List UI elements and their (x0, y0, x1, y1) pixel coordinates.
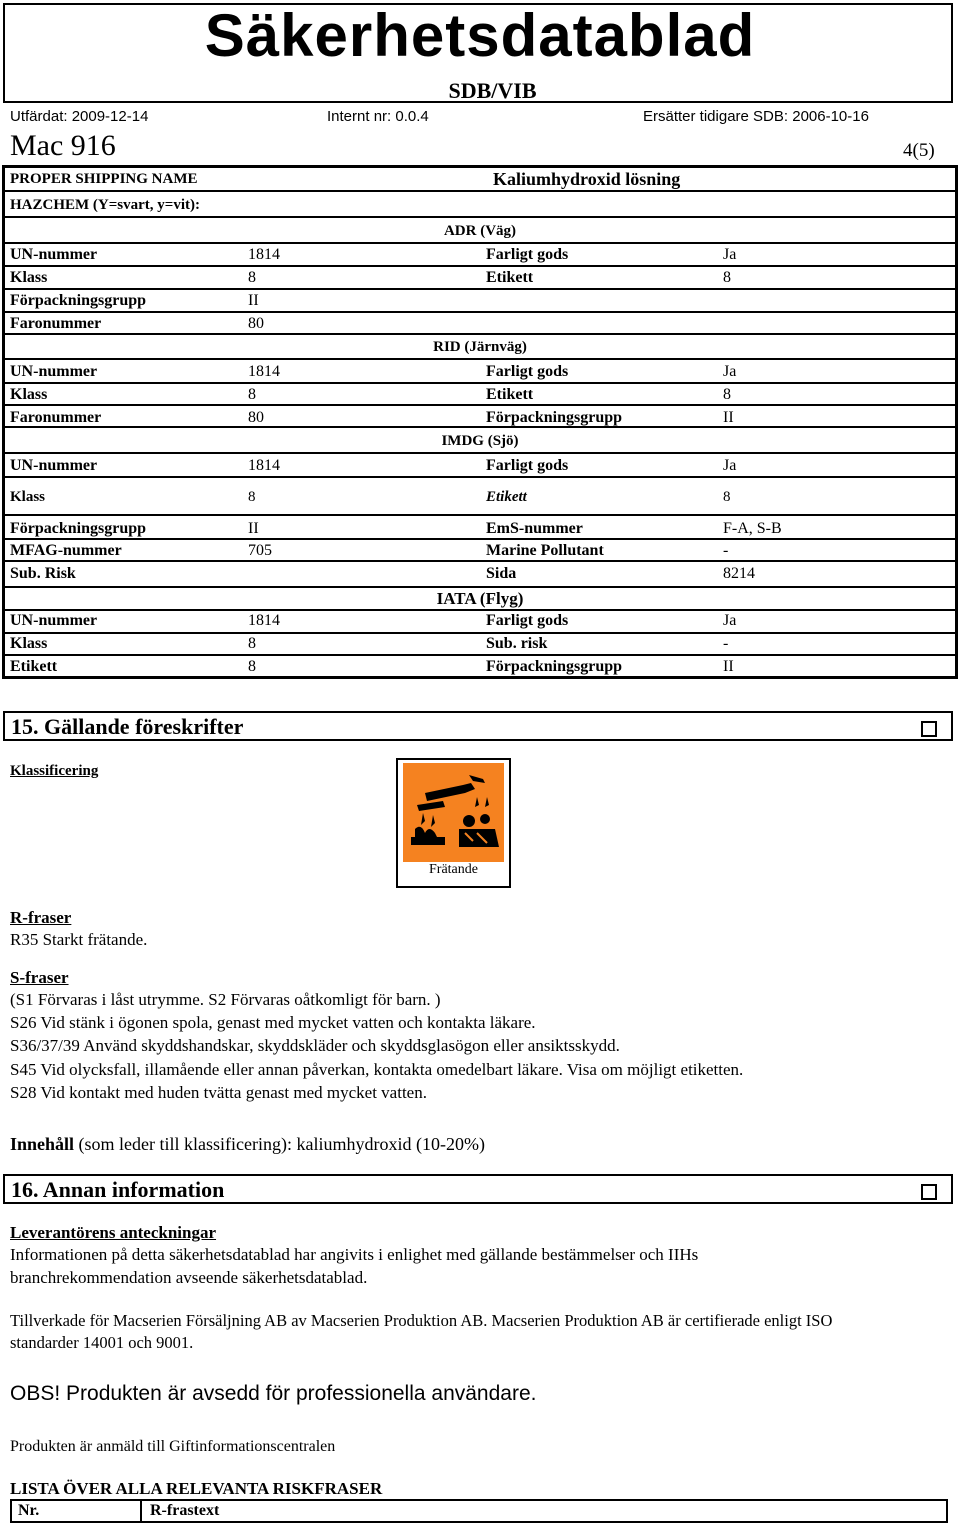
row-value: 1814 (248, 612, 280, 629)
row-value-2: - (723, 542, 729, 559)
pictogram-label: Frätande (429, 862, 478, 877)
row-value: 8 (248, 489, 256, 505)
checkbox-icon[interactable] (921, 1184, 937, 1200)
row-value-2: II (723, 658, 734, 675)
section-15-title: 15. Gällande föreskrifter (11, 714, 244, 739)
s-phrase-line: S26 Vid stänk i ögonen spola, genast med mycket vatten och kontakta läkare. (10, 1013, 536, 1033)
adr-title: ADR (Väg) (443, 223, 517, 239)
row-label-2: Förpackningsgrupp (486, 658, 623, 675)
row-label-2: Farligt gods (486, 612, 569, 629)
row-value: 1814 (248, 363, 280, 380)
row-label: UN-nummer (10, 363, 98, 380)
classification-label: Klassificering (10, 763, 99, 779)
row-label: Förpackningsgrupp (10, 520, 147, 537)
hazchem-label: HAZCHEM (Y=svart, y=vit): (10, 197, 200, 213)
row-label: UN-nummer (10, 457, 98, 474)
rid-title: RID (Järnväg) (433, 339, 527, 355)
checkbox-icon[interactable] (921, 721, 937, 737)
row-value-2: - (723, 635, 729, 652)
row-value-2: 8 (723, 269, 731, 286)
row-value-2: F-A, S-B (723, 520, 782, 537)
row-label: MFAG-nummer (10, 542, 122, 559)
row-label: Faronummer (10, 315, 102, 332)
corrosive-pictogram-frame (396, 758, 511, 888)
section-16-title: 16. Annan information (11, 1177, 225, 1202)
row-value-2: Ja (723, 457, 737, 474)
row-value: 80 (248, 409, 264, 426)
replaces-date: Ersätter tidigare SDB: 2006-10-16 (643, 108, 869, 125)
row-value-2: 8 (723, 489, 731, 505)
s-phrase-line: S28 Vid kontakt med huden tvätta genast med mycket vatten. (10, 1082, 427, 1102)
row-value-2: Ja (723, 612, 737, 629)
r-phrase-text: R35 Starkt frätande. (10, 930, 148, 949)
row-label-2: EmS-nummer (486, 520, 583, 537)
row-label: Klass (10, 635, 48, 652)
row-label-2: Farligt gods (486, 363, 569, 380)
row-label: Klass (10, 269, 48, 286)
s-phrases-label: S-fraser (10, 968, 69, 987)
transport-table-frame (2, 165, 958, 679)
col-r-text: R-frastext (150, 1502, 220, 1519)
row-label-2: Sida (486, 565, 517, 582)
supplier-notes-label: Leverantörens anteckningar (10, 1223, 217, 1242)
row-label: Sub. Risk (10, 565, 76, 582)
row-label-2: Farligt gods (486, 246, 569, 263)
row-value: 1814 (248, 457, 280, 474)
s-phrase-line: (S1 Förvaras i låst utrymme. S2 Förvaras oåtkomligt för barn. ) (10, 990, 441, 1009)
content-label: Innehåll (10, 1134, 75, 1154)
supplier-note-line-2: branchrekommendation avseende säkerhetsdatablad. (10, 1268, 368, 1287)
s-phrase-line: S36/37/39 Använd skyddshandskar, skyddskläder och skyddsglasögon eller ansiktsskydd. (10, 1036, 620, 1056)
iata-title: IATA (Flyg) (436, 589, 524, 608)
row-value: 8 (248, 635, 256, 652)
row-label: Klass (10, 489, 46, 505)
manufacturer-line-2: standarder 14001 och 9001. (10, 1333, 194, 1352)
row-label-2: Etikett (486, 386, 534, 403)
row-label-2: Marine Pollutant (486, 542, 604, 559)
row-value-2: 8214 (723, 565, 755, 582)
s-phrase-line: S45 Vid olycksfall, illamående eller annan påverkan, kontakta omedelbart läkare. Visa om möjligt etiketten. (10, 1059, 744, 1079)
psn-value: Kaliumhydroxid lösning (493, 169, 681, 189)
row-value: 8 (248, 386, 256, 403)
row-label: Etikett (10, 658, 58, 675)
row-label: Faronummer (10, 409, 102, 426)
poison-centre-note: Produkten är anmäld till Giftinformationscentralen (10, 1438, 336, 1455)
content-text: (som leder till klassificering): kaliumhydroxid (10-20%) (74, 1134, 485, 1154)
row-label-2: Etikett (486, 489, 527, 505)
document-title: Säkerhetsdatablad (204, 2, 756, 69)
risk-phrase-list-title: LISTA ÖVER ALLA RELEVANTA RISKFRASER (10, 1479, 383, 1498)
row-value-2: Ja (723, 363, 737, 380)
row-value: 8 (248, 658, 256, 675)
page-number: 4(5) (903, 140, 935, 161)
row-value-2: II (723, 409, 734, 426)
row-value-2: 8 (723, 386, 731, 403)
row-label: Förpackningsgrupp (10, 292, 147, 309)
row-value: 8 (248, 269, 256, 286)
row-label-2: Farligt gods (486, 457, 569, 474)
obs-notice: OBS! Produkten är avsedd för professionella användare. (10, 1382, 537, 1405)
row-value: II (248, 520, 259, 537)
supplier-note-line-1: Informationen på detta säkerhetsdatablad har angivits i enlighet med gällande bestämmelser och IIHs (10, 1245, 699, 1264)
risk-phrase-table-header (10, 1499, 948, 1523)
col-divider (140, 1501, 142, 1521)
row-label: UN-nummer (10, 246, 98, 263)
row-value: 705 (248, 542, 272, 559)
r-phrases-label: R-fraser (10, 908, 72, 927)
section-15-header (3, 711, 953, 741)
row-label: Klass (10, 386, 48, 403)
row-value: 1814 (248, 246, 280, 263)
product-name: Mac 916 (10, 129, 116, 162)
row-value: II (248, 292, 259, 309)
corrosive-pictogram-icon (403, 763, 504, 862)
row-label-2: Sub. risk (486, 635, 548, 652)
row-label-2: Etikett (486, 269, 534, 286)
document-subtitle: SDB/VIB (448, 78, 537, 103)
issued-date: Utfärdat: 2009-12-14 (10, 108, 149, 125)
section-16-header (3, 1174, 953, 1204)
internal-number: Internt nr: 0.0.4 (327, 108, 429, 125)
row-label-2: Förpackningsgrupp (486, 409, 623, 426)
col-nr: Nr. (18, 1502, 40, 1519)
psn-label: PROPER SHIPPING NAME (10, 171, 198, 187)
manufacturer-line-1: Tillverkade för Macserien Försäljning AB av Macserien Produktion AB. Macserien Produktion AB är certifierade enligt ISO (10, 1311, 833, 1330)
row-label: UN-nummer (10, 612, 98, 629)
row-value-2: Ja (723, 246, 737, 263)
imdg-title: IMDG (Sjö) (441, 433, 519, 449)
content-line (10, 1133, 485, 1156)
row-value: 80 (248, 315, 264, 332)
